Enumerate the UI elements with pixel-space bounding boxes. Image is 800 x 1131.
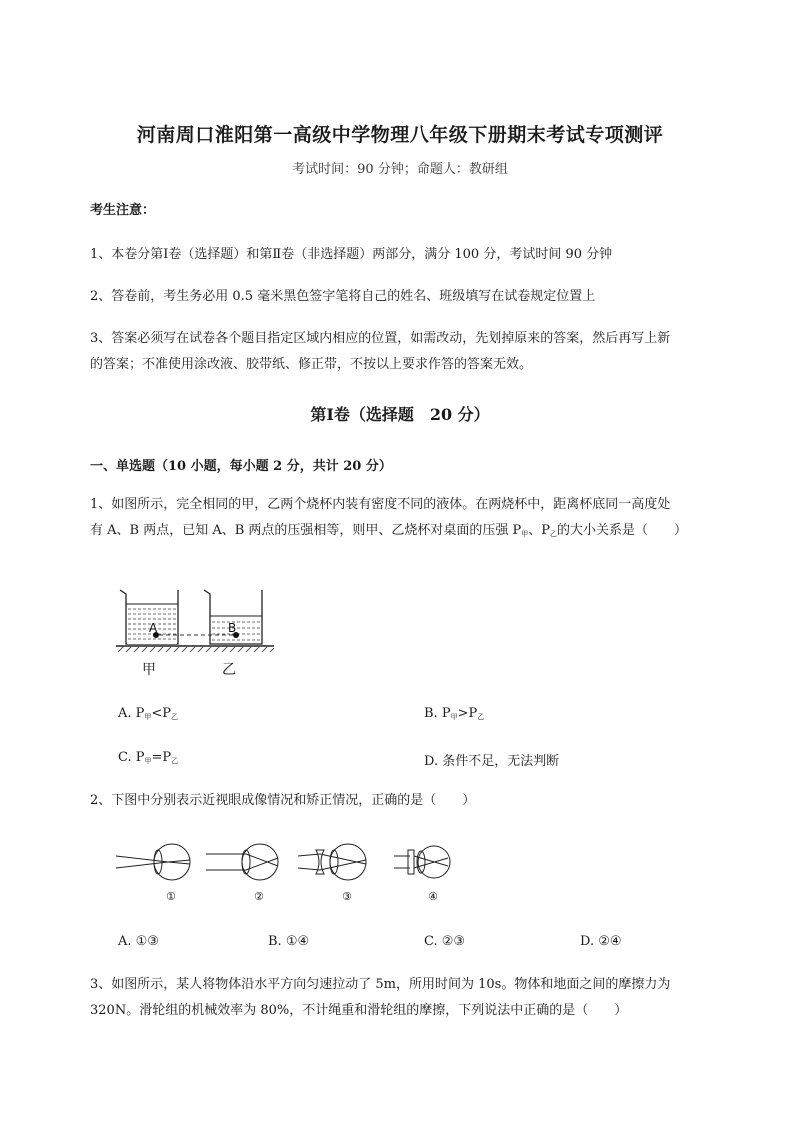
q1-stem-line-2: 有 A、B 两点，已知 A、B 两点的压强相等，则甲、乙烧杯对桌面的压强 $P_甲$、$P_乙$的大小关系是（ ） [90, 523, 688, 538]
exam-info: 考试时间：90 分钟；命题人：教研组 [292, 162, 508, 177]
q2-stem: 2、下图中分别表示近视眼成像情况和矫正情况，正确的是（ ） [90, 793, 476, 808]
eye-diagram-2 [206, 844, 278, 880]
q1-option-a[interactable]: A. $P_甲<P_乙$ [118, 706, 179, 721]
notice-heading: 考生注意： [90, 203, 156, 218]
notice-item-1: 1、本卷分第Ⅰ卷（选择题）和第Ⅱ卷（非选择题）两部分，满分 100 分，考试时间 90 分钟 [90, 247, 613, 262]
eye-diagrams-figure [112, 838, 452, 908]
q3-stem-line-1: 3、如图所示，某人将物体沿水平方向匀速拉动了 5m，所用时间为 10s。物体和地面之间的摩擦力为 [90, 977, 671, 992]
svg-text:④: ④ [428, 890, 438, 903]
part-heading: 一、单选题（10 小题，每小题 2 分，共计 20 分） [90, 459, 392, 474]
q1-option-c[interactable]: C. $P_甲=P_乙$ [118, 750, 179, 765]
label-jia: 甲 [142, 662, 156, 678]
q2-option-c[interactable]: C. ②③ [424, 934, 466, 949]
section-title: 第Ⅰ卷（选择题 20 分） [310, 405, 490, 424]
q2-option-b[interactable]: B. ①④ [268, 934, 310, 949]
svg-text:①: ① [166, 890, 176, 903]
beaker-left [120, 590, 178, 644]
beakers-figure [112, 582, 282, 682]
q1-option-b[interactable]: B. $P_甲>P_乙$ [424, 706, 485, 721]
eye-diagram-3 [298, 844, 366, 880]
svg-text:B: B [228, 621, 237, 635]
svg-text:A: A [149, 621, 158, 635]
svg-text:③: ③ [342, 890, 352, 903]
beaker-right [204, 590, 262, 644]
eye-diagram-1 [116, 844, 190, 880]
q1-stem-line-1: 1、如图所示，完全相同的甲，乙两个烧杯内装有密度不同的液体。在两烧杯中，距离杯底同一高度处 [90, 497, 671, 512]
q3-stem-line-2: 320N。滑轮组的机械效率为 80%，不计绳重和滑轮组的摩擦，下列说法中正确的是（ ） [90, 1003, 628, 1018]
eye-diagram-4 [394, 846, 450, 878]
label-yi: 乙 [222, 662, 236, 678]
svg-text:②: ② [254, 890, 264, 903]
notice-item-2: 2、答卷前，考生务必用 0.5 毫米黑色签字笔将自己的姓名、班级填写在试卷规定位置上 [90, 289, 596, 304]
q1-option-d[interactable]: D. 条件不足，无法判断 [424, 754, 560, 769]
notice-item-3-line-1: 3、答案必须写在试卷各个题目指定区域内相应的位置，如需改动，先划掉原来的答案，然后再写上新 [90, 331, 671, 346]
page-title: 河南周口淮阳第一高级中学物理八年级下册期末考试专项测评 [136, 124, 664, 146]
q2-option-a[interactable]: A. ①③ [118, 934, 159, 949]
notice-item-3-line-2: 的答案；不准使用涂改液、胶带纸、修正带，不按以上要求作答的答案无效。 [90, 357, 533, 372]
q2-option-d[interactable]: D. ②④ [580, 934, 622, 949]
